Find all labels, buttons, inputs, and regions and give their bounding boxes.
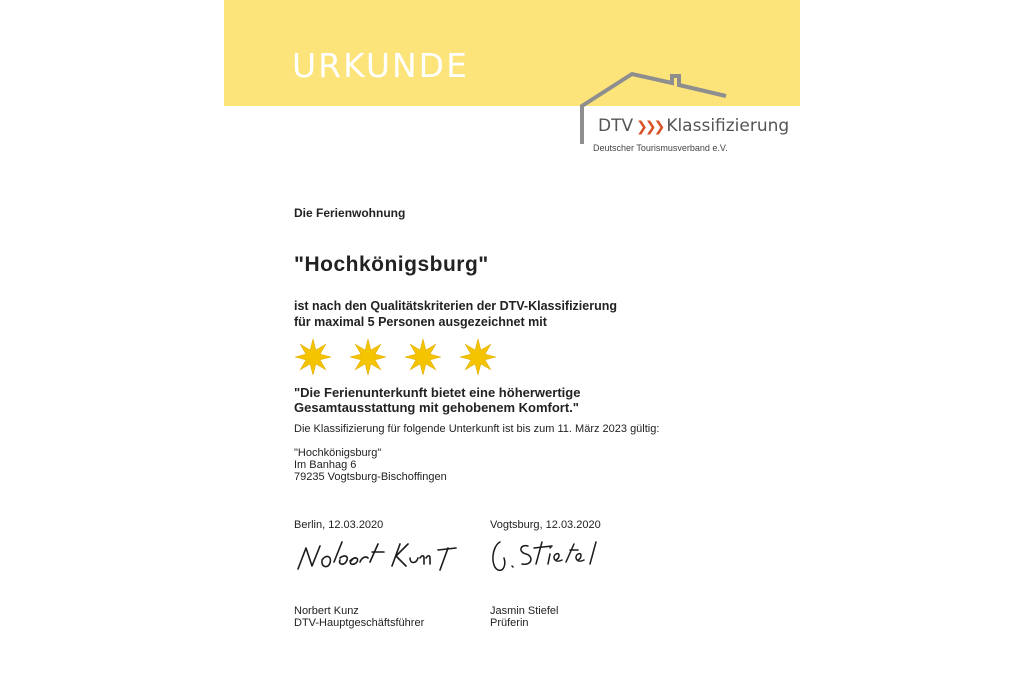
signature-1-image — [292, 536, 464, 576]
certificate-page — [224, 0, 800, 683]
criteria-line-1: ist nach den Qualitätskriterien der DTV-Klassifizierung — [294, 299, 617, 313]
address-line-2: Im Banhag 6 — [294, 459, 357, 471]
chevrons-icon: ❯❯❯ — [636, 119, 663, 135]
address-line-3: 79235 Vogtsburg-Bischoffingen — [294, 471, 447, 483]
validity-text: Die Klassifizierung für folgende Unterkunft ist bis zum 11. März 2023 gültig: — [294, 423, 660, 435]
quote-line-2: Gesamtausstattung mit gehobenem Komfort." — [294, 400, 579, 415]
star-icon — [404, 338, 442, 376]
star-icon — [459, 338, 497, 376]
property-name: "Hochkönigsburg" — [294, 253, 489, 276]
quote-line-1: "Die Ferienunterkunft bietet eine höherwertige — [294, 385, 581, 400]
signature-2-place-date: Vogtsburg, 12.03.2020 — [490, 519, 601, 531]
logo-name-text: Klassifizierung — [666, 116, 790, 136]
logo-subtitle: Deutscher Tourismusverband e.V. — [593, 143, 728, 153]
signature-1-role: DTV-Hauptgeschäftsführer — [294, 617, 425, 629]
dtv-logo — [576, 66, 800, 162]
signature-1-name: Norbert Kunz — [294, 605, 359, 617]
signature-1-place-date: Berlin, 12.03.2020 — [294, 519, 384, 531]
criteria-line-2: für maximal 5 Personen ausgezeichnet mit — [294, 315, 547, 329]
signature-2-name: Jasmin Stiefel — [490, 605, 559, 617]
certificate-title: URKUNDE — [292, 46, 469, 85]
signature-2-image — [488, 536, 618, 576]
logo-brand-text: DTV — [598, 116, 634, 136]
star-icon — [349, 338, 387, 376]
star-icon — [294, 338, 332, 376]
address-line-1: "Hochkönigsburg" — [294, 447, 382, 459]
signature-2-role: Prüferin — [490, 617, 529, 629]
property-type-label: Die Ferienwohnung — [294, 206, 406, 220]
